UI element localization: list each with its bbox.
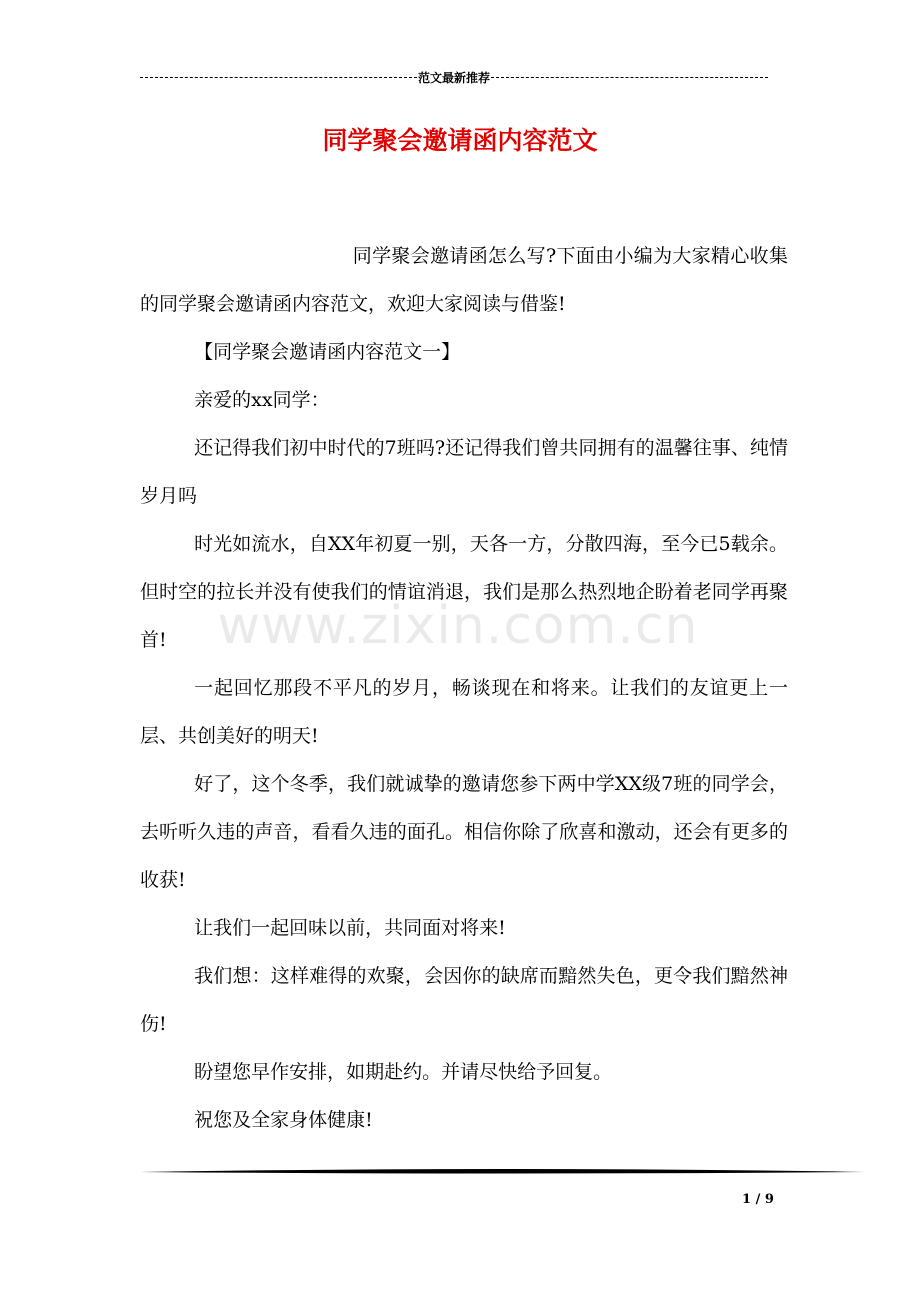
page-number: 1 / 9 — [742, 1192, 774, 1207]
salutation: 亲爱的xx同学： — [194, 389, 330, 411]
footer-rule — [140, 1165, 864, 1177]
body-paragraph: 时光如流水，自XX年初夏一别，天各一方，分散四海，至今已5载余。但时空的拉长并没有使我们的情谊消退，我们是那么热烈地企盼着老同学再聚首! — [140, 533, 788, 651]
body-paragraph: 还记得我们初中时代的7班吗?还记得我们曾共同拥有的温馨往事、纯情岁月吗 — [140, 437, 788, 507]
page-header — [140, 68, 768, 86]
body-paragraph: 好了，这个冬季，我们就诚挚的邀请您参下两中学XX级7班的同学会，去听听久违的声音，看看久违的面孔。相信你除了欣喜和激动，还会有更多的收获! — [140, 773, 788, 891]
closing-wish: 祝您及全家身体健康! — [194, 1109, 373, 1131]
body-paragraph: 盼望您早作安排，如期赴约。并请尽快给予回复。 — [194, 1061, 613, 1083]
body-paragraph: 一起回忆那段不平凡的岁月，畅谈现在和将来。让我们的友谊更上一层、共创美好的明天! — [140, 677, 788, 747]
section-heading: 【同学聚会邀请函内容范文一】 — [194, 341, 461, 363]
document-body — [140, 232, 788, 1144]
header-dash-right — [491, 77, 768, 78]
document-title: 同学聚会邀请函内容范文 — [322, 126, 598, 155]
watermark: www.zixin.com.cn — [217, 596, 699, 656]
body-paragraph: 让我们一起回味以前，共同面对将来! — [194, 917, 506, 939]
header-label: 范文最新推荐 — [418, 70, 491, 85]
body-paragraph: 我们想：这样难得的欢聚，会因你的缺席而黯然失色，更令我们黯然神伤! — [140, 965, 788, 1035]
intro-paragraph: 同学聚会邀请函怎么写?下面由小编为大家精心收集的同学聚会邀请函内容范文，欢迎大家阅读与借鉴! — [140, 245, 788, 315]
header-dash-left — [140, 77, 417, 78]
